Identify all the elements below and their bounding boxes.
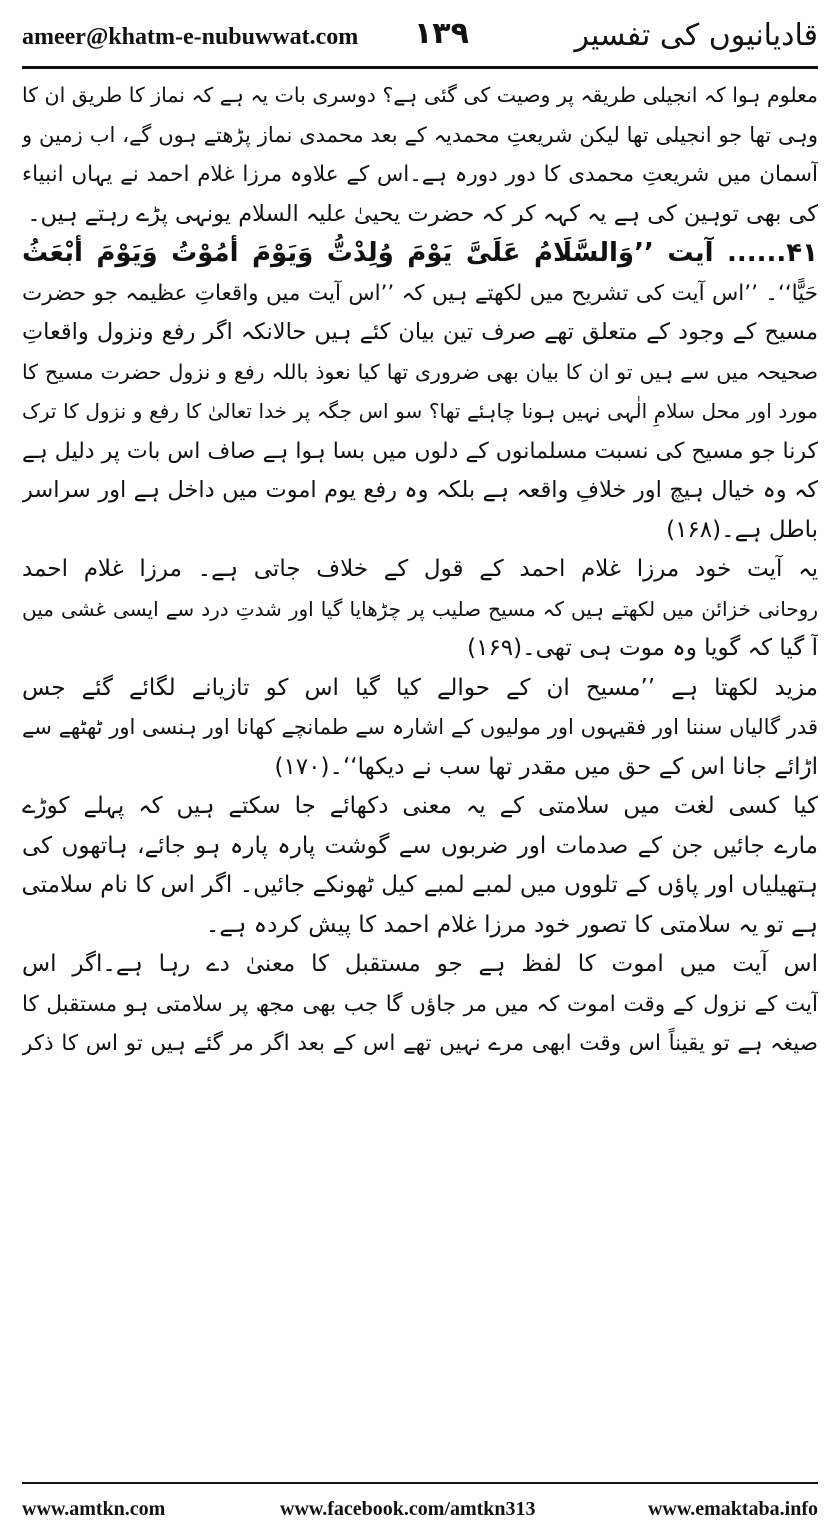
text-line: آسمان میں شریعتِ محمدی کا دور دورہ ہے۔اس کے علاوہ مرزا غلام احمد نے یہاں انبیاء bbox=[22, 162, 818, 187]
text-line: معلوم ہوا کہ انجیلی طریقہ پر وصیت کی گئی ہے؟ دوسری بات یہ ہے کہ نماز کا طریق ان کا bbox=[22, 83, 818, 107]
text-line: اڑائے جانا اس کے حق میں مقدر تھا سب نے دیکھا‘‘۔(۱۷۰) bbox=[274, 753, 818, 780]
text-line: ہے تو یہ سلامتی کا تصور خود مرزا غلام احمد کا پیش کردہ ہے۔ bbox=[205, 911, 818, 938]
ayat-line: ۴۱...... آیت ’’وَالسَّلَامُ عَلَیَّ یَوْمَ وُلِدْتُّ وَیَوْمَ أَمُوْتُ وَیَوْمَ أُبْعَثُ bbox=[22, 238, 818, 268]
page-footer bbox=[22, 1494, 818, 1528]
text-line: حَیًّا‘‘۔ ’’اس آیت کی تشریح میں لکھتے ہیں کہ ’’اس آیت میں واقعاتِ عظیمہ جو حضرت bbox=[22, 280, 818, 306]
text-line: مسیح کے وجود کے متعلق تھے صرف تین بیان کئے ہیں حالانکہ اگر رفع ونزول واقعاتِ bbox=[22, 319, 818, 345]
text-line: آ گیا کہ گویا وہ موت ہی تھی۔(۱۶۹) bbox=[467, 635, 818, 661]
text-line: کہ وہ خیال ہیچ اور خلافِ واقعہ ہے بلکہ وہ رفع یوم اموت میں داخل ہے اور سراسر bbox=[22, 477, 818, 503]
text-line: صیغہ ہے تو یقیناً اس وقت ابھی مرے نہیں تھے اس کے بعد اگر مر گئے ہیں تو اس کا ذکر bbox=[22, 1031, 818, 1056]
text-line: قدر گالیاں سننا اور فقیہوں اور مولیوں کے اشارہ سے طمانچے کھانا اور ہنسی اور ٹھٹھے سے bbox=[22, 715, 818, 739]
header-divider bbox=[22, 66, 818, 69]
text-line: ہتھیلیاں اور پاؤں کے تلووں میں لمبے لمبے کیل ٹھونکے جائیں۔ اگر اس کا نام سلامتی bbox=[22, 872, 818, 898]
text-line: روحانی خزائن میں لکھتے ہیں کہ مسیح صلیب پر چڑھایا گیا اور شدتِ درد سے ایسی غشی میں bbox=[22, 596, 818, 621]
page-body bbox=[22, 76, 818, 1466]
footer-link-facebook[interactable]: www.facebook.com/amtkn313 bbox=[280, 1498, 536, 1520]
text-line: اس آیت میں اموت کا لفظ ہے جو مستقبل کا معنیٰ دے رہا ہے۔اگر اس bbox=[22, 951, 818, 977]
text-line: وہی تھا جو انجیلی تھا لیکن شریعتِ محمدیہ کے بعد محمدی نماز پڑھتے ہوں گے، اب زمین و bbox=[22, 122, 818, 147]
footer-link-amtkn[interactable]: www.amtkn.com bbox=[22, 1498, 166, 1520]
text-line: یہ آیت خود مرزا غلام احمد کے قول کے خلاف جاتی ہے۔ مرزا غلام احمد bbox=[22, 556, 818, 582]
text-line: مارے جائیں جن کے صدمات اور ضربوں سے گوشت پارہ پارہ ہو جائے، ہاتھوں کی bbox=[22, 832, 818, 859]
text-line: کیا کسی لغت میں سلامتی کے یہ معنی دکھائے جا سکتے ہیں کہ پہلے کوڑے bbox=[22, 793, 818, 819]
page-number: ۱۳۹ bbox=[414, 16, 469, 51]
text-line: کی بھی توہین کی ہے یہ کہہ کر کہ حضرت یحییٰ علیہ السلام یونہی پڑے رہتے ہیں۔ bbox=[27, 200, 818, 227]
text-line: مورد اور محل سلامِ الٰہی نہیں ہونا چاہئے تھا؟ سو اس جگہ پر خدا تعالیٰ کا رفع و نزول کا ترک bbox=[22, 399, 818, 423]
book-title: قادیانیوں کی تفسیر bbox=[574, 18, 818, 53]
text-line: آیت کے نزول کے وقت اموت کہ میں مر جاؤں گا جب بھی مجھ پر سلامتی ہو مستقبل کا bbox=[22, 991, 818, 1017]
footer-link-emaktaba[interactable]: www.emaktaba.info bbox=[647, 1498, 818, 1520]
text-line: صحیحہ میں سے ہیں تو ان کا بیان بھی ضروری تھا کیا نعوذ باللہ رفع و نزول حضرت مسیح کا bbox=[22, 359, 818, 384]
page-header bbox=[22, 14, 818, 62]
text-line: باطل ہے۔(۱۶۸) bbox=[666, 516, 818, 543]
contact-email: ameer@khatm-e-nubuwwat.com bbox=[22, 24, 359, 50]
footer-divider bbox=[22, 1482, 818, 1484]
text-line: کرنا جو مسیح کی نسبت مسلمانوں کے دلوں میں بسا ہوا ہے صاف اس بات پر دلیل ہے bbox=[22, 438, 818, 464]
text-line: مزید لکھتا ہے ’’مسیح ان کے حوالے کیا گیا اس کو تازیانے لگائے گئے جس bbox=[22, 674, 818, 701]
